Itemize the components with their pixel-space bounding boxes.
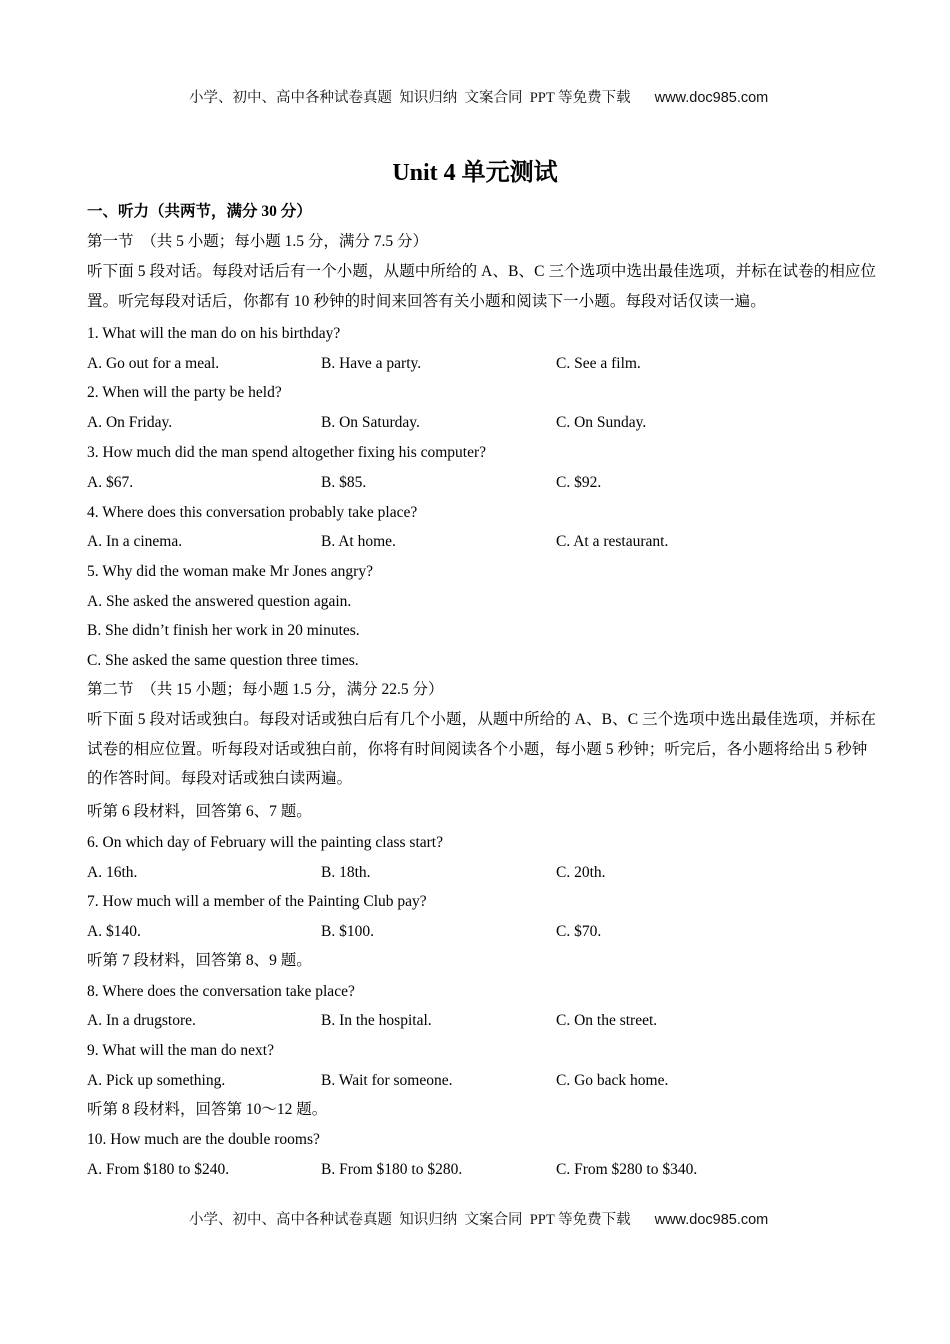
header-site-link[interactable]: www.doc985.com <box>654 90 769 106</box>
question-2-option-a: A. On Friday. <box>87 414 173 431</box>
footer-site-link[interactable]: www.doc985.com <box>654 1212 769 1228</box>
question-2-option-c: C. On Sunday. <box>556 414 647 431</box>
question-4-option-a: A. In a cinema. <box>87 533 183 550</box>
question-8: 8. Where does the conversation take place? <box>87 983 355 1000</box>
question-10-option-a: A. From $180 to $240. <box>87 1161 230 1178</box>
question-6-option-b: B. 18th. <box>321 864 371 881</box>
question-7: 7. How much will a member of the Painting Club pay? <box>87 893 427 910</box>
question-2-option-b: B. On Saturday. <box>321 414 420 431</box>
question-5-option-a: A. She asked the answered question again. <box>87 593 352 610</box>
question-7-option-b: B. $100. <box>321 923 374 940</box>
material-8-instruction: 听第 8 段材料，回答第 10～12 题。 <box>87 1101 328 1118</box>
question-9-option-b: B. Wait for someone. <box>321 1072 453 1089</box>
document-title: Unit 4 单元测试 <box>392 160 558 186</box>
question-9-option-c: C. Go back home. <box>556 1072 669 1089</box>
question-10-option-b: B. From $180 to $280. <box>321 1161 463 1178</box>
question-10: 10. How much are the double rooms? <box>87 1131 320 1148</box>
question-7-option-c: C. $70. <box>556 923 602 940</box>
question-9-option-a: A. Pick up something. <box>87 1072 226 1089</box>
question-6-option-a: A. 16th. <box>87 864 138 881</box>
header-slogan: 小学、初中、高中各种试卷真题 知识归纳 文案合同 PPT 等免费下载 <box>189 90 631 106</box>
question-3-option-b: B. $85. <box>321 474 367 491</box>
question-5-option-b: B. She didn’t finish her work in 20 minutes. <box>87 622 360 639</box>
part1-heading: 一、听力（共两节，满分 30 分） <box>87 203 312 220</box>
question-8-option-a: A. In a drugstore. <box>87 1012 196 1029</box>
question-3-option-c: C. $92. <box>556 474 602 491</box>
section2-instructions: 听下面 5 段对话或独白。每段对话或独白后有几个小题，从题中所给的 A、B、C 三个选项中选出最佳选项，并标在试卷的相应位置。听每段对话或独白前，你将有时间阅读各个小题，每小题 5 秒钟；听完后，各小题将给出 5 秒钟的作答时间。每段对话或独白读两遍。 <box>87 711 877 788</box>
question-1-option-c: C. See a film. <box>556 355 641 372</box>
material-6-instruction: 听第 6 段材料，回答第 6、7 题。 <box>87 803 312 820</box>
page-footer <box>0 1191 950 1229</box>
question-10-option-c: C. From $280 to $340. <box>556 1161 698 1178</box>
question-1: 1. What will the man do on his birthday? <box>87 325 341 342</box>
question-4: 4. Where does this conversation probably take place? <box>87 504 418 521</box>
question-3-option-a: A. $67. <box>87 474 134 491</box>
question-3: 3. How much did the man spend altogether fixing his computer? <box>87 444 487 461</box>
question-2: 2. When will the party be held? <box>87 384 282 401</box>
footer-slogan: 小学、初中、高中各种试卷真题 知识归纳 文案合同 PPT 等免费下载 <box>189 1212 631 1228</box>
question-5: 5. Why did the woman make Mr Jones angry? <box>87 563 373 580</box>
page-header <box>0 69 950 107</box>
question-4-option-b: B. At home. <box>321 533 396 550</box>
material-7-instruction: 听第 7 段材料，回答第 8、9 题。 <box>87 952 312 969</box>
question-8-option-c: C. On the street. <box>556 1012 658 1029</box>
question-6-option-c: C. 20th. <box>556 864 606 881</box>
question-9: 9. What will the man do next? <box>87 1042 274 1059</box>
question-7-option-a: A. $140. <box>87 923 141 940</box>
question-6: 6. On which day of February will the painting class start? <box>87 834 443 851</box>
section1-label: 第一节 （共 5 小题；每小题 1.5 分，满分 7.5 分） <box>87 233 429 250</box>
question-8-option-b: B. In the hospital. <box>321 1012 432 1029</box>
section1-instructions: 听下面 5 段对话。每段对话后有一个小题，从题中所给的 A、B、C 三个选项中选出最佳选项，并标在试卷的相应位置。听完每段对话后，你都有 10 秒钟的时间来回答有关小题和阅读下一小题。每段对话仅读一遍。 <box>87 263 877 310</box>
question-4-option-c: C. At a restaurant. <box>556 533 669 550</box>
section2-label: 第二节 （共 15 小题；每小题 1.5 分，满分 22.5 分） <box>87 681 444 698</box>
question-1-option-a: A. Go out for a meal. <box>87 355 220 372</box>
question-1-option-b: B. Have a party. <box>321 355 422 372</box>
question-5-option-c: C. She asked the same question three times. <box>87 652 359 669</box>
